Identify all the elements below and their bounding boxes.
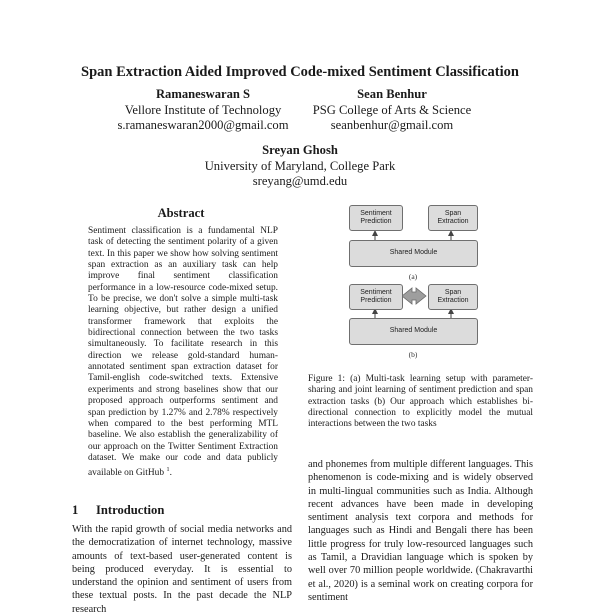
author-name: Ramaneswaran S (155, 87, 251, 101)
author-email: sreyang@umd.edu (252, 174, 348, 188)
author-name: Sreyan Ghosh (262, 143, 338, 157)
figure-caption: Figure 1: (a) Multi-task learning setup with parameter-sharing and joint learning of sentiment prediction and span extraction tasks (b) Our approach which establishes bi-directional connection to explicitly model the mutual interactions between the two tasks (308, 374, 533, 430)
paper-title: Span Extraction Aided Improved Code-mixed Sentiment Classification (81, 64, 519, 80)
author-affiliation: Vellore Institute of Technology (124, 102, 282, 117)
abstract-text: Sentiment classification is a fundamental NLP task of detecting the sentiment polarity of a given text. In this paper we show how solving sentiment span extraction as an auxiliary task can help improve final sentiment classification performance in a low-resource code-mixed setup. To be precise, we don't solve a simple multi-task learning objective, but rather design a unified transformer framework that exploits the bidirectional connection between the two tasks simultaneously. To facilitate research in this direction we release gold-standard human-annotated sentiment span extraction dataset for Tamil-english code-switched texts. Extensive experiments and strong baselines show that our proposed approach outperforms sentiment and span prediction by 1.27% and 2.78% respectively when compared to the best performing MTL baseline. We also establish the generalizability of our approach on the Twitter Sentiment Extraction dataset. We make our code and data publicly available on GitHub (88, 226, 278, 479)
shared-module-box-b: Shared Module (349, 318, 478, 345)
abstract-heading: Abstract (157, 206, 205, 220)
right-column-text: and phonemes from multiple different languages. This phenomenon is code-mixing and is widely observed in multi-lingual communities such as India. Although recent advances have been made in developing sentiment analysis text corpora and methods for languages such as Hindi and Bengali there has been little progress for truly low-resourced languages such as Tamil, a Dravidian language which is spoken by well over 70 million people worldwide. (Chakravarthi et al., 2020) is a seminal work on creating corpora for sentiment (308, 459, 533, 603)
section-number: 1 (72, 503, 79, 517)
author-affiliation: University of Maryland, College Park (204, 158, 396, 173)
author-name: Sean Benhur (357, 87, 427, 101)
figure-label-b: (b) (408, 350, 418, 359)
author-email: seanbenhur@gmail.com (330, 118, 454, 132)
footnote-mark: 1 (166, 466, 170, 474)
section-title: Introduction (96, 503, 165, 517)
author-email: s.ramaneswaran2000@gmail.com (117, 118, 289, 132)
span-extraction-box-b: Span Extraction (428, 284, 478, 310)
sentiment-prediction-box-b: Sentiment Prediction (349, 284, 403, 310)
span-extraction-box-a: Span Extraction (428, 205, 478, 231)
sentiment-prediction-box-a: Sentiment Prediction (349, 205, 403, 231)
figure-label-a: (a) (408, 272, 418, 281)
shared-module-box-a: Shared Module (349, 240, 478, 267)
bidirectional-arrow (402, 288, 426, 304)
author-affiliation: PSG College of Arts & Science (312, 102, 472, 117)
intro-text: With the rapid growth of social media networks and the democratization of internet technology, massive amounts of text-based user-generated content is being produced everyday. It is essential to understand the opinion and sentiment of users from these textual posts. In the past decade the NLP research (72, 524, 292, 615)
abstract-body: Sentiment classification is a fundamental NLP task of detecting the sentiment polarity of a given text. In this paper we show how solving sentiment span extraction as an auxiliary task can help improve final sentiment classification performance in a low-resource code-mixed setup. To be precise, we don't solve a simple multi-task learning objective, but rather design a unified transformer framework that exploits the bidirectional connection between the two tasks simultaneously. To facilitate research in this direction we release gold-standard human-annotated sentiment span extraction dataset for Tamil-english code-switched texts. Extensive experiments and strong baselines show that our proposed approach outperforms sentiment and span prediction by 1.27% and 2.78% respectively when compared to the best performing MTL baseline. We also establish the generalizability of our approach on the Twitter Sentiment Extraction dataset. We make our code and data publicly available on GitHub $^1$. (88, 226, 278, 479)
right-column-paragraph (308, 458, 533, 604)
